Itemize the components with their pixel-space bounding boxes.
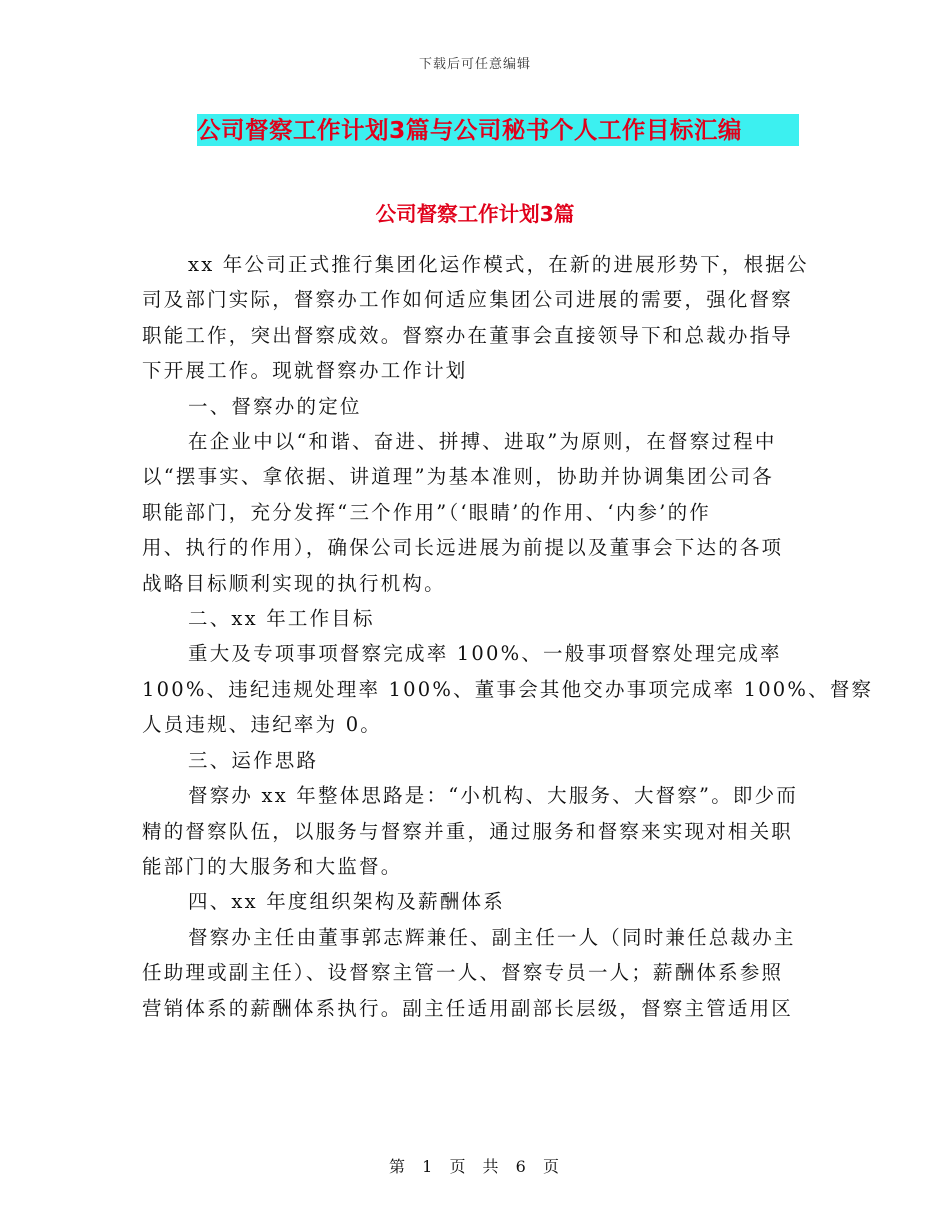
body-line: 二、xx 年工作目标 [188, 607, 375, 631]
body-line: 任助理或副主任）、设督察主管一人、督察专员一人；薪酬体系参照 [142, 961, 784, 985]
page-footer [0, 1154, 950, 1177]
document-title: 公司督察工作计划3篇与公司秘书个人工作目标汇编 [197, 114, 799, 146]
total-pages-number: 6 [515, 1157, 528, 1176]
body-line: 精的督察队伍，以服务与督察并重，通过服务和督察来实现对相关职 [142, 819, 794, 843]
section-title: 公司督察工作计划3篇 [375, 202, 575, 226]
body-line: 督察办主任由董事郭志辉兼任、副主任一人（同时兼任总裁办主 [188, 925, 796, 949]
body-line: 在企业中以“和谐、奋进、拼搏、进取”为原则，在督察过程中 [188, 430, 777, 454]
body-line: 司及部门实际，督察办工作如何适应集团公司进展的需要，强化督察 [142, 288, 794, 312]
footer-label-ye: 页 [449, 1157, 468, 1176]
body-line: 四、xx 年度组织架构及薪酬体系 [188, 890, 505, 914]
body-line: 下开展工作。现就督察办工作计划 [142, 359, 468, 383]
body-line: 督察办 xx 年整体思路是：“小机构、大服务、大督察”。即少而 [188, 784, 799, 808]
body-line: xx 年公司正式推行集团化运作模式，在新的进展形势下，根据公 [188, 253, 809, 276]
page-header: 下载后可任意编辑 [418, 57, 531, 72]
body-line: 一、督察办的定位 [188, 394, 362, 418]
footer-label-gong: 共 [482, 1157, 501, 1176]
body-line: 战略目标顺利实现的执行机构。 [142, 571, 446, 595]
body-line: 能部门的大服务和大监督。 [142, 854, 403, 878]
body-text [142, 247, 874, 1026]
body-line: 营销体系的薪酬体系执行。副主任适用副部长层级，督察主管适用区 [142, 996, 794, 1020]
body-line: 人员违规、违纪率为 0。 [142, 713, 383, 737]
body-line: 三、运作思路 [188, 748, 319, 772]
body-line: 以“摆事实、拿依据、讲道理”为基本准则，协助并协调集团公司各 [142, 465, 774, 489]
footer-label-di: 第 [389, 1157, 408, 1176]
body-line: 职能部门，充分发挥“三个作用”（‘眼睛’的作用、‘内参’的作 [142, 500, 711, 524]
footer-label-ye-2: 页 [542, 1157, 561, 1176]
current-page-number: 1 [422, 1157, 435, 1176]
body-line: 用、执行的作用），确保公司长远进展为前提以及董事会下达的各项 [142, 536, 784, 560]
body-line: 100%、违纪违规处理率 100%、董事会其他交办事项完成率 100%、督察 [142, 677, 874, 701]
body-line: 重大及专项事项督察完成率 100%、一般事项督察处理完成率 [188, 642, 782, 666]
body-line: 职能工作，突出督察成效。督察办在董事会直接领导下和总裁办指导 [142, 323, 794, 347]
